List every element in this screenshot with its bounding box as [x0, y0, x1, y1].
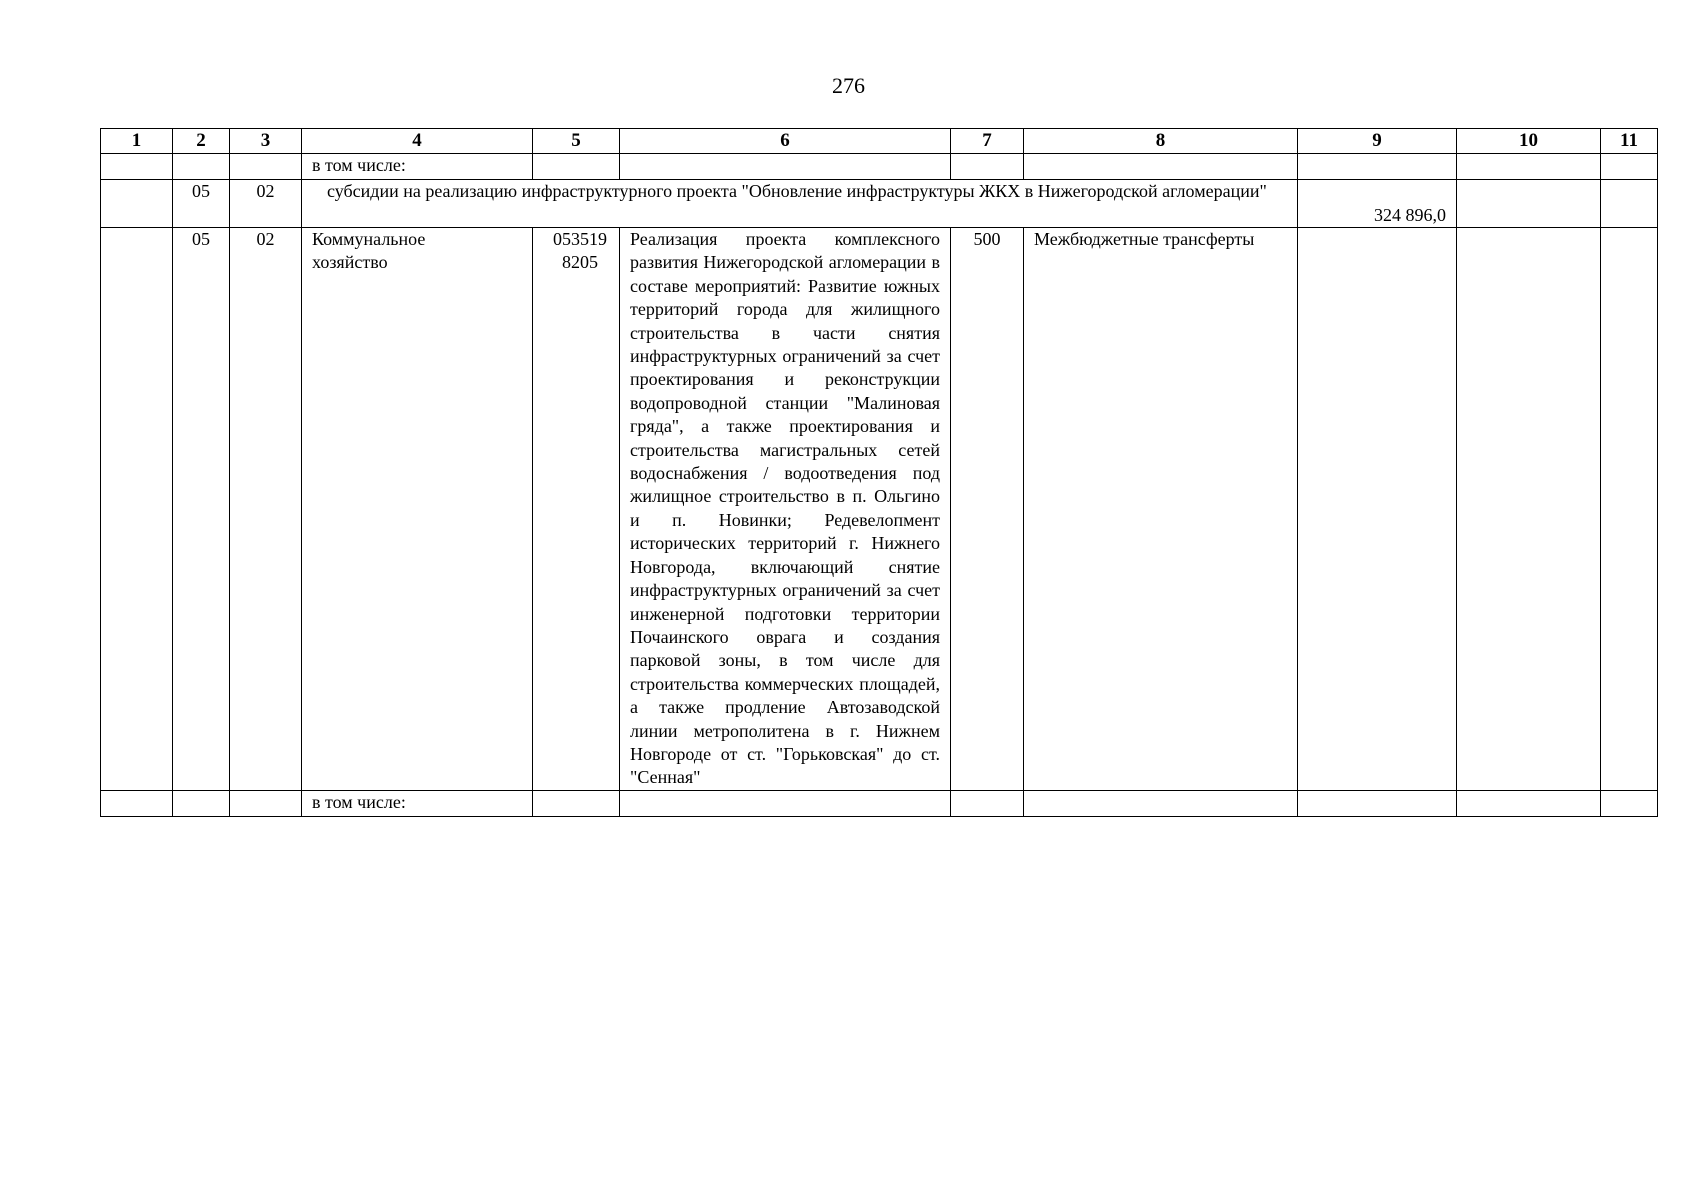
table-cell	[951, 154, 1024, 180]
table-cell	[533, 154, 620, 180]
table-cell-expense-type: 500	[951, 228, 1024, 791]
header-cell-11: 11	[1601, 129, 1658, 154]
table-cell	[1601, 228, 1658, 791]
table-cell	[173, 154, 230, 180]
header-cell-4: 4	[302, 129, 533, 154]
budget-table	[100, 128, 1658, 817]
table-cell	[1298, 228, 1457, 791]
header-cell-3: 3	[230, 129, 302, 154]
table-cell	[1457, 790, 1601, 816]
header-cell-5: 5	[533, 129, 620, 154]
table-cell	[230, 790, 302, 816]
table-cell	[951, 790, 1024, 816]
target-code-line-1: 053519	[553, 229, 607, 249]
table-cell	[1298, 790, 1457, 816]
table-cell	[1601, 180, 1658, 228]
table-row	[101, 154, 1658, 180]
header-cell-8: 8	[1024, 129, 1298, 154]
table-cell-section: 05	[173, 228, 230, 791]
table-cell	[101, 790, 173, 816]
header-cell-6: 6	[620, 129, 951, 154]
table-cell	[620, 790, 951, 816]
header-cell-10: 10	[1457, 129, 1601, 154]
table-cell	[533, 790, 620, 816]
table-cell-expense-name: Межбюджетные трансферты	[1024, 228, 1298, 791]
header-cell-7: 7	[951, 129, 1024, 154]
table-row	[101, 790, 1658, 816]
header-cell-1: 1	[101, 129, 173, 154]
table-cell	[1298, 154, 1457, 180]
table-cell	[1024, 790, 1298, 816]
page-number: 276	[832, 73, 865, 98]
table-cell	[1457, 228, 1601, 791]
table-cell-section-name: Коммунальное хозяйство	[302, 228, 533, 791]
table-cell-subsection: 02	[230, 180, 302, 228]
table-cell	[230, 154, 302, 180]
table-cell-section: 05	[173, 180, 230, 228]
table-cell-subsection: 02	[230, 228, 302, 791]
target-code-line-2: 8205	[562, 252, 598, 273]
table-cell	[1601, 154, 1658, 180]
header-cell-9: 9	[1298, 129, 1457, 154]
table-cell	[101, 228, 173, 791]
table-cell-including-label: в том числе:	[302, 154, 533, 180]
table-cell-project-description: Реализация проекта комплексного развития Нижегородской агломерации в составе мероприятий: Развитие южных территорий города для жилищного строительства в части снятия инфраструктурных ограничений за счет проектирования и реконструкции водопроводной станции "Малиновая гряда", а также проектирования и строительства магистральных сетей водоснабжения / водоотведения под жилищное строительство в п. Ольгино и п. Новинки; Редевелопмент исторических территорий г. Нижнего Новгорода, включающий снятие инфраструктурных ограничений за счет инженерной подготовки территории Почаинского оврага и создания парковой зоны, в том числе для строительства коммерческих площадей, а также продление Автозаводской линии метрополитена в г. Нижнем Новгороде от ст. "Горьковская" до ст. "Сенная"	[620, 228, 951, 791]
header-row	[101, 129, 1658, 154]
table-cell	[1457, 154, 1601, 180]
table-row	[101, 228, 1658, 791]
table-cell-including-label: в том числе:	[302, 790, 533, 816]
table-cell	[173, 790, 230, 816]
table-row	[101, 180, 1658, 228]
table-cell	[101, 180, 173, 228]
table-cell-target-code	[533, 228, 620, 791]
table-cell	[101, 154, 173, 180]
table-cell-subsidy-description: субсидии на реализацию инфраструктурного проекта "Обновление инфраструктуры ЖКХ в Нижегородской агломерации"	[302, 180, 1298, 228]
table-cell	[620, 154, 951, 180]
table-cell-amount: 324 896,0	[1298, 180, 1457, 228]
table-cell	[1601, 790, 1658, 816]
table-cell	[1024, 154, 1298, 180]
table-cell	[1457, 180, 1601, 228]
header-cell-2: 2	[173, 129, 230, 154]
